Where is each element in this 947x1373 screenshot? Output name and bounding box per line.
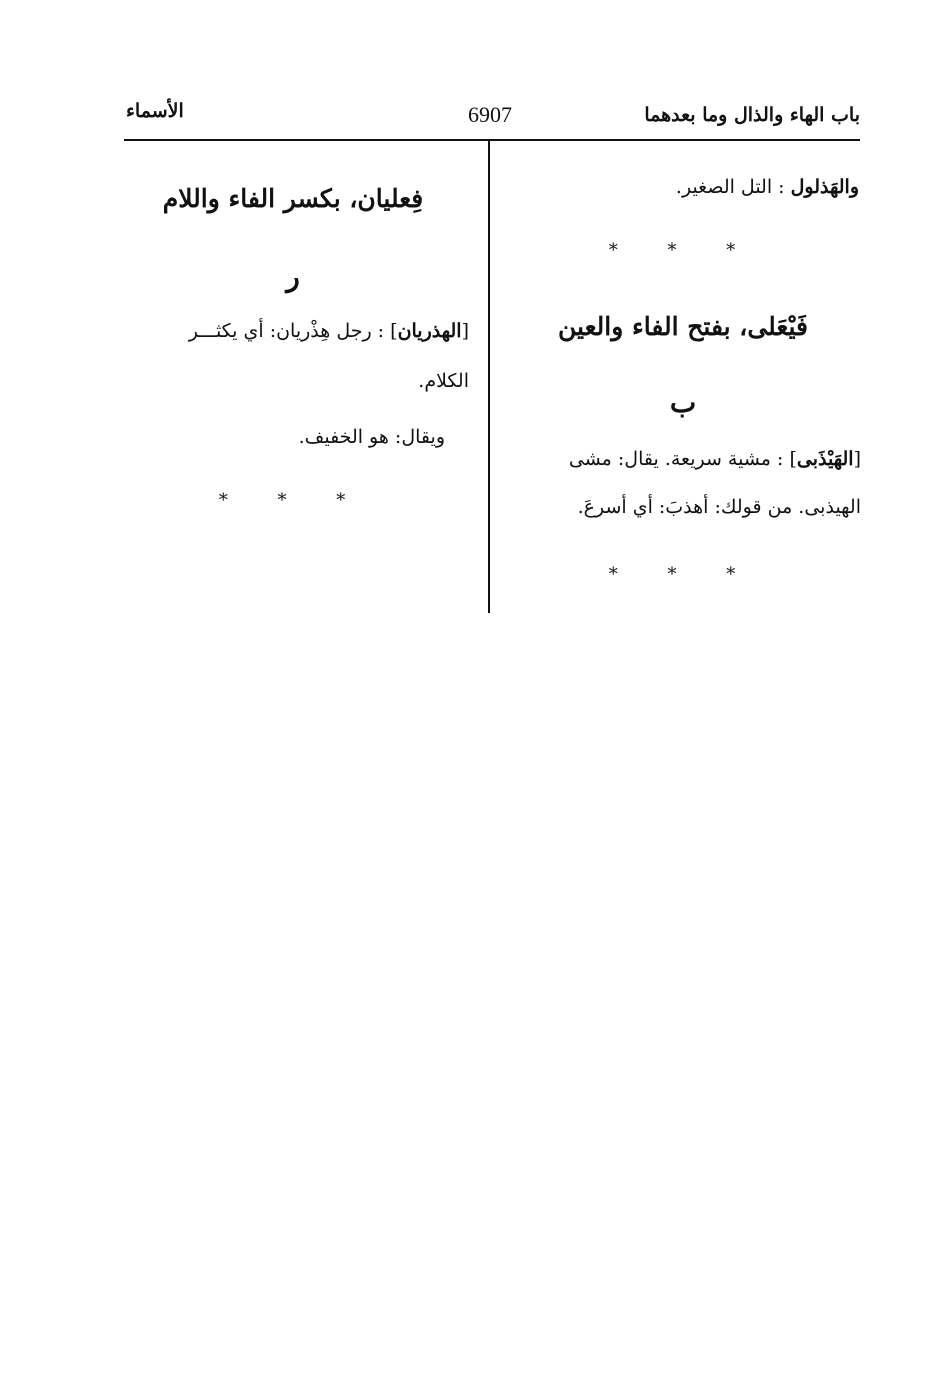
entry-definition: : رجل هِذْريان: أي يكثـــر [188,320,385,342]
page-number: 6907 [468,102,512,127]
letter-heading: ر [286,260,300,293]
header-rule [124,139,860,141]
entry-definition: : مشية سريعة. يقال: مشى [568,448,784,470]
entry-keyword: والهَذلول [790,176,859,198]
entry-haydhaba-line1 [569,448,861,470]
bracket-open: [ [853,448,861,470]
entry-haydhaba-line2: الهيذبى. من قولك: أهذبَ: أي أسرعَ. [577,496,861,518]
section-heading: فِعليان، بكسر الفاء واللام [162,184,424,213]
separator-stars: * * * [608,240,758,261]
entry-hadhlul [676,176,859,198]
entry-hadhriyan-line1 [189,320,469,342]
entry-keyword: الهَيْذَبى [796,448,854,470]
separator-stars: * * * [608,564,758,585]
bracket-close: ] [789,448,797,470]
separator-stars: * * * [218,490,368,511]
chapter-title: باب الهاء والذال وما بعدهما [644,104,860,126]
bracket-open: [ [461,320,469,342]
entry-keyword: الهذريان [397,320,462,342]
entry-hadhriyan-line2: الكلام. [418,370,469,392]
section-title: الأسماء [126,100,184,122]
page-header [124,96,860,140]
entry-definition: : التل الصغير. [675,176,785,198]
entry-khafif: ويقال: هو الخفيف. [298,426,445,448]
letter-heading: ب [669,386,697,419]
section-heading: فَيْعَلى، بفتح الفاء والعين [558,312,808,341]
bracket-close: ] [390,320,398,342]
column-divider [488,141,490,613]
